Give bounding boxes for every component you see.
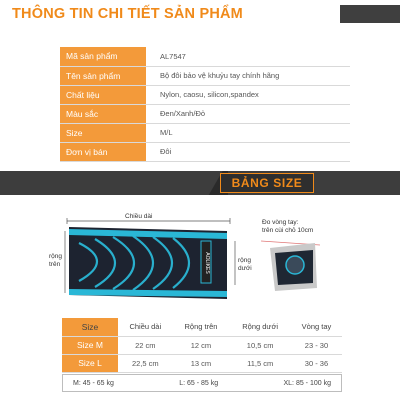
info-label: Size	[60, 123, 146, 142]
info-label: Chất liệu	[60, 85, 146, 104]
table-cell: 10,5 cm	[229, 336, 291, 354]
measure-note-line1: Đo vòng tay:	[262, 219, 299, 226]
weight-range-bar	[62, 374, 342, 392]
column-header: Rộng trên	[173, 318, 230, 336]
product-brand-label: AOLIKES	[204, 252, 210, 274]
header-accent-block	[340, 5, 400, 23]
info-label: Đơn vị bán	[60, 142, 146, 161]
size-table	[62, 318, 342, 373]
info-value: Bộ đôi bảo vệ khuỷu tay chính hãng	[146, 66, 350, 85]
info-value: Đen/Xanh/Đỏ	[146, 104, 350, 123]
table-row	[60, 66, 350, 85]
width-top-label: rộng trên	[49, 253, 63, 268]
column-header: Chiều dài	[118, 318, 173, 336]
info-value: AL7547	[146, 47, 350, 66]
page-title: THÔNG TIN CHI TIẾT SẢN PHẨM	[12, 6, 243, 22]
size-label: Size L	[62, 354, 118, 372]
info-value: M/L	[146, 123, 350, 142]
table-row	[60, 142, 350, 161]
info-label: Màu sắc	[60, 104, 146, 123]
length-label: Chiều dài	[125, 213, 153, 220]
table-cell: 13 cm	[173, 354, 230, 372]
column-header: Rộng dưới	[229, 318, 291, 336]
width-bottom-label: rộng dưới	[238, 257, 252, 272]
table-cell: 22,5 cm	[118, 354, 173, 372]
size-label: Size M	[62, 336, 118, 354]
product-info-table	[60, 47, 350, 162]
product-illustration	[55, 203, 365, 305]
info-label: Mã sản phẩm	[60, 47, 146, 66]
measure-note-line2: trên cùi chỏ 10cm	[262, 227, 314, 234]
header-bar	[0, 0, 400, 28]
table-cell: 22 cm	[118, 336, 173, 354]
size-title-box	[220, 173, 314, 193]
table-cell: 12 cm	[173, 336, 230, 354]
table-row	[60, 47, 350, 66]
table-row	[62, 336, 342, 354]
size-header-label: Size	[62, 318, 118, 336]
info-value: Đôi	[146, 142, 350, 161]
info-value: Nylon, caosu, silicon,spandex	[146, 85, 350, 104]
column-header: Vòng tay	[291, 318, 342, 336]
size-section-bar	[0, 171, 400, 195]
product-illustration-area	[49, 203, 365, 305]
table-cell: 30 - 36	[291, 354, 342, 372]
table-row	[60, 123, 350, 142]
table-cell: 23 - 30	[291, 336, 342, 354]
size-section-title: BẢNG SIZE	[231, 176, 303, 190]
table-row	[60, 104, 350, 123]
table-row	[62, 354, 342, 372]
weight-range-l: L: 65 - 85 kg	[179, 379, 219, 387]
info-label: Tên sản phẩm	[60, 66, 146, 85]
weight-range-m: M: 45 - 65 kg	[73, 379, 114, 387]
table-cell: 11,5 cm	[229, 354, 291, 372]
weight-range-xl: XL: 85 - 100 kg	[283, 379, 331, 387]
table-header-row	[62, 318, 342, 336]
table-row	[60, 85, 350, 104]
